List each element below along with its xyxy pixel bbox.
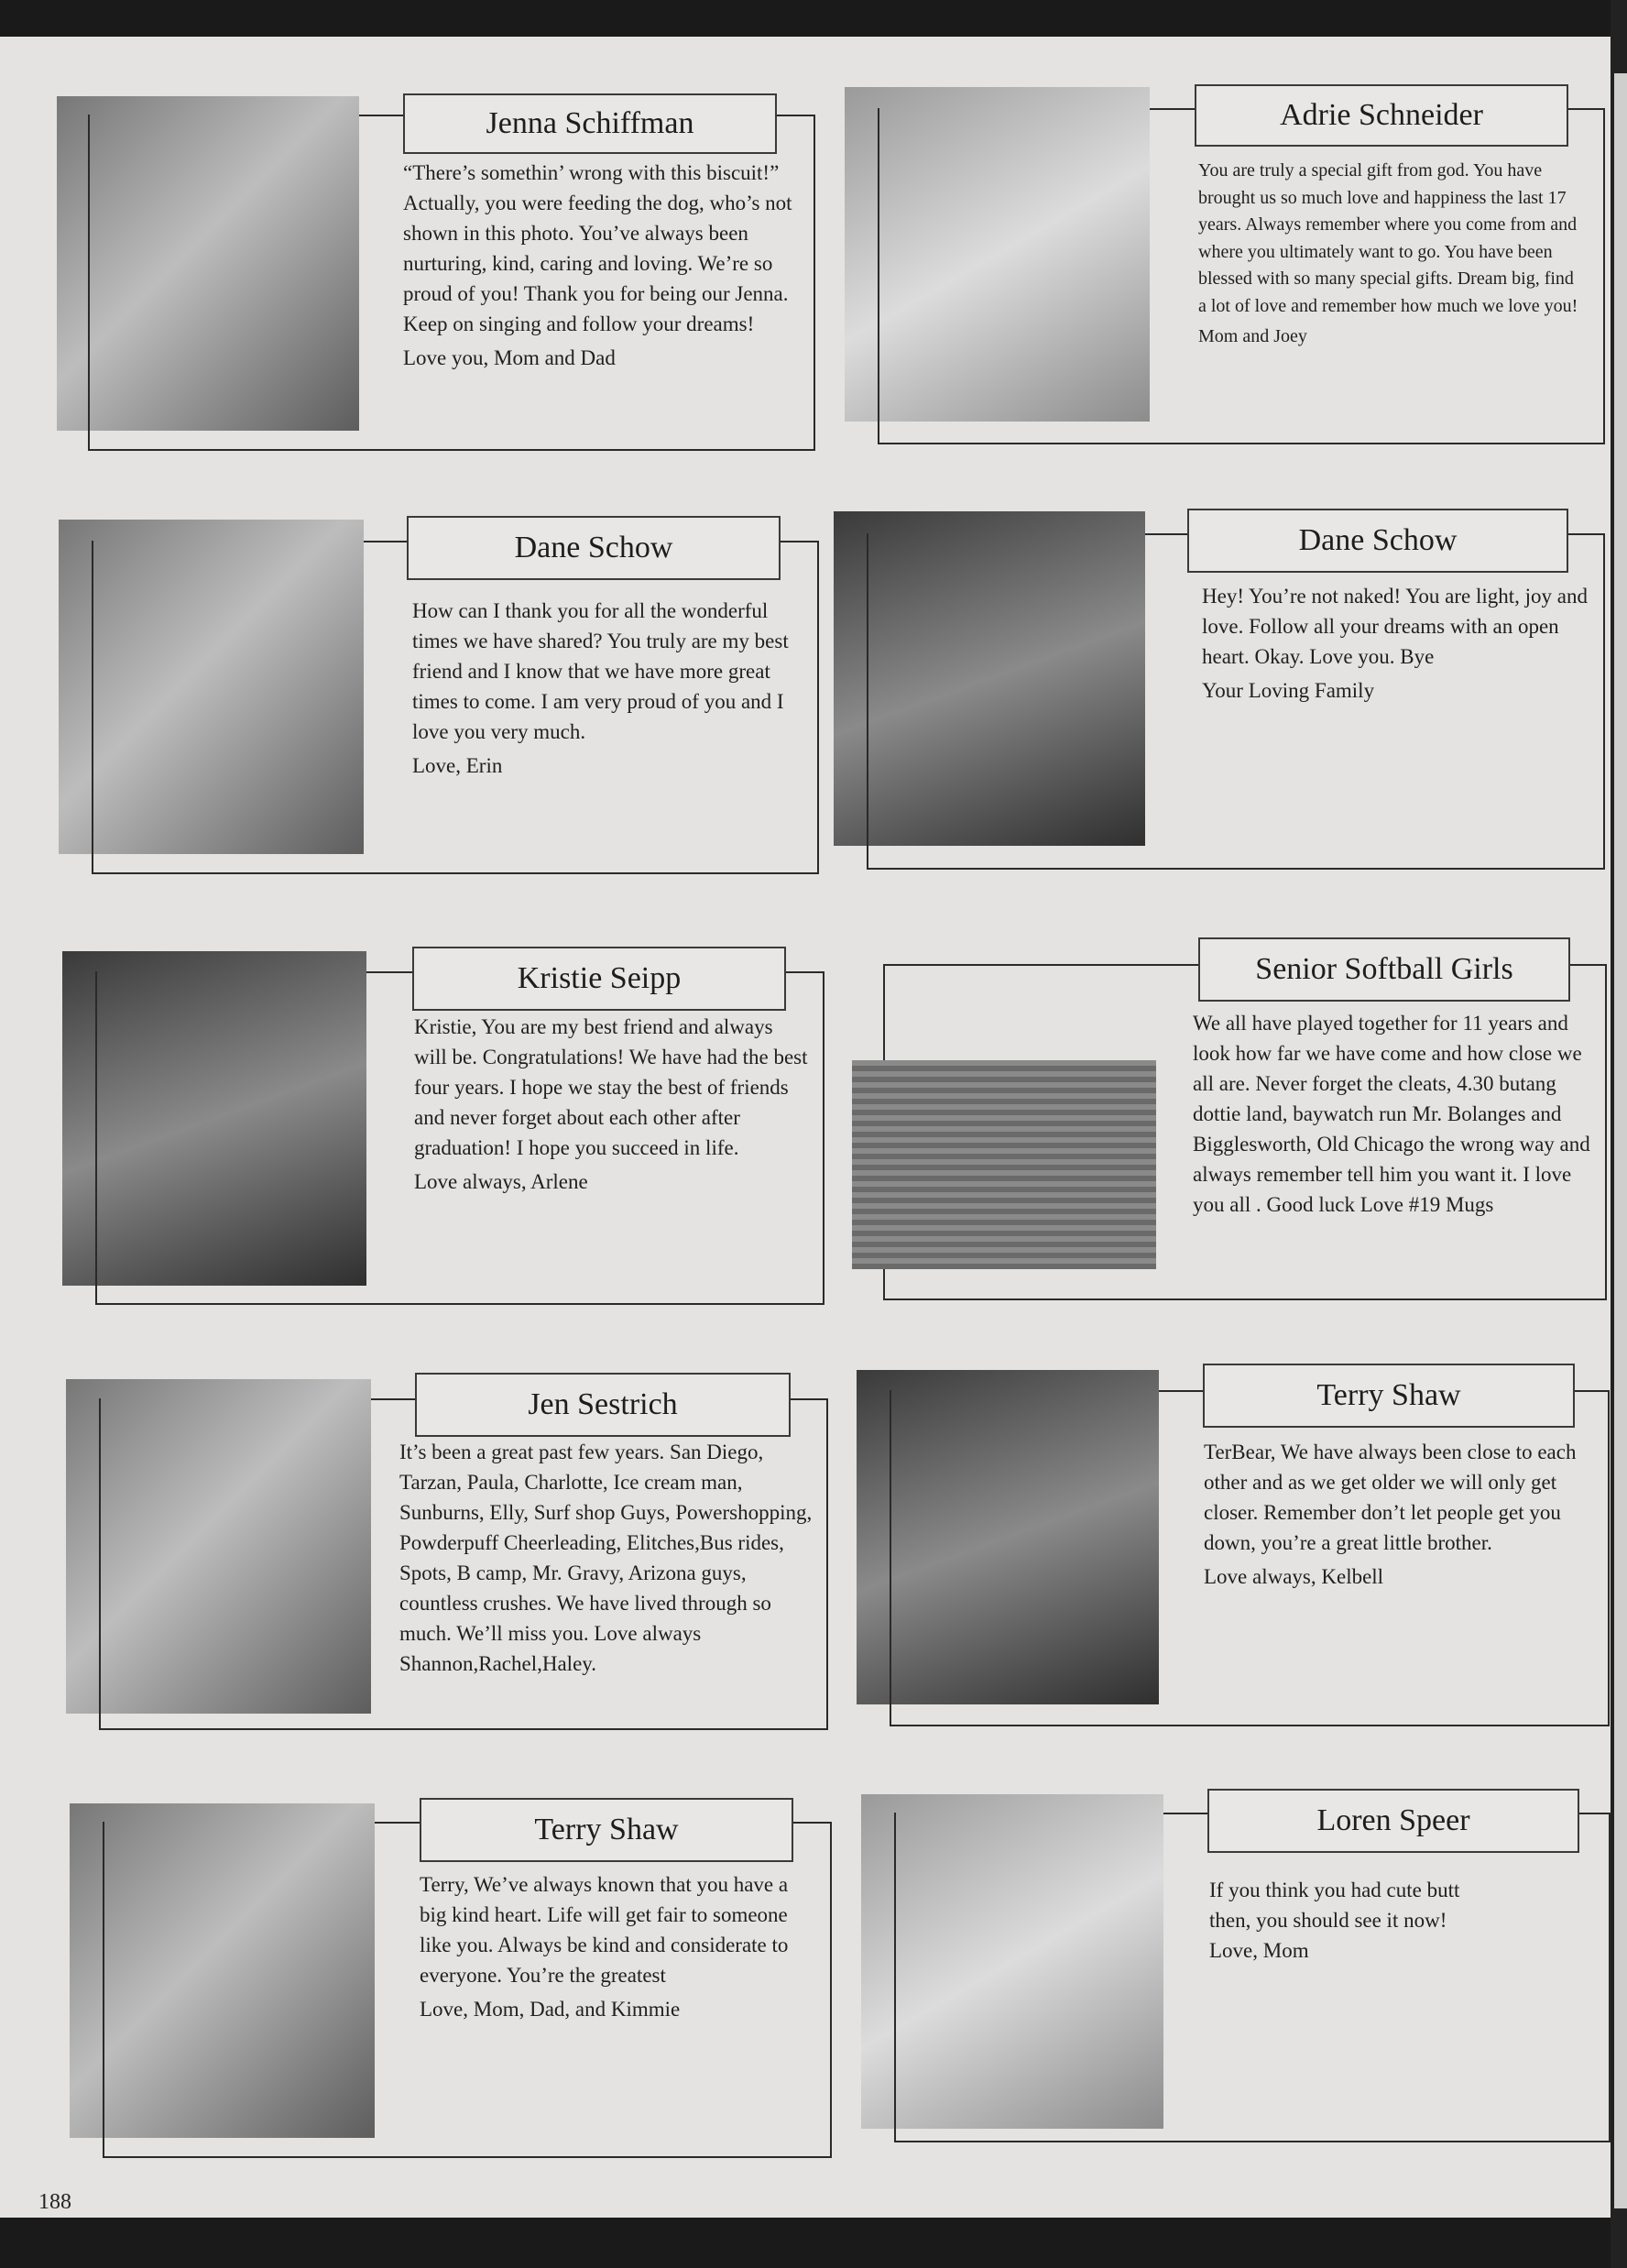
entry-message: How can I thank you for all the wonderful times we have shared? You truly are my best friend and I know that we have more great times to come. I am very proud of you and I love you very much. Love, Erin — [412, 596, 797, 781]
entry-signature: Mom and Joey — [1198, 326, 1307, 346]
page-number: 188 — [38, 2190, 71, 2214]
entry-name: Terry Shaw — [420, 1798, 793, 1862]
entry-signature: Love always, Arlene — [414, 1170, 588, 1193]
entry-message: “There’s somethin’ wrong with this biscuit!” Actually, you were feeding the dog, who’s not shown in this photo. You’ve always been nurturing, kind, caring and loving. We’re so proud of you! Thank you for being our Jenna. Keep on singing and follow your dreams! Love you, Mom and Dad — [403, 158, 797, 373]
entry-name: Kristie Seipp — [412, 947, 786, 1011]
entry-signature: Love you, Mom and Dad — [403, 346, 616, 369]
entry-message: Terry, We’ve always known that you have a big kind heart. Life will get fair to someone like you. Always be kind and considerate to everyone. You’re the greatest Love, Mom, Dad, and Kimmie — [420, 1869, 814, 2024]
entry-name: Senior Softball Girls — [1198, 937, 1570, 1002]
entry-message: Kristie, You are my best friend and always will be. Congratulations! We have had the best four years. I hope we stay the best of friends and never forget about each other after graduation! I hope you succeed in life. Love always, Arlene — [414, 1012, 808, 1197]
entry-name: Adrie Schneider — [1195, 84, 1568, 147]
entry-message: TerBear, We have always been close to each other and as we get older we will only get closer. Remember don’t let people get you down, you’re a great little brother. Love always, Kelbell — [1204, 1437, 1605, 1592]
entry-name: Jen Sestrich — [415, 1373, 791, 1437]
entry-message: We all have played together for 11 years and look how far we have come and how close we all are. Never forget the cleats, 4.30 butang dottie land, baywatch run Mr. Bolanges and Bigglesworth, Old Chicago the wrong way and always remember tell him you want it. I love you all . Good luck Love #19 Mugs — [1193, 1012, 1590, 1216]
entry-message: You are truly a special gift from god. You have brought us so much love and happiness the last 17 years. Always remember where you come from and where you ultimately want to go. You have been blessed with so many special gifts. Dream big, find a lot of love and remember how much we love you! Mom and Joey — [1198, 158, 1583, 351]
entry-signature: Love, Erin — [412, 754, 503, 777]
entry-signature: Love always, Kelbell — [1204, 1565, 1384, 1588]
softball-team-photo — [852, 1060, 1156, 1269]
entry-message: If you think you had cute butt then, you should see it now! Love, Mom — [1209, 1879, 1460, 1962]
entry-name: Loren Speer — [1207, 1789, 1579, 1853]
entry-name: Jenna Schiffman — [403, 93, 777, 154]
entry-signature: Your Loving Family — [1202, 679, 1375, 702]
entry-signature: Love, Mom, Dad, and Kimmie — [420, 1998, 681, 2021]
next-page-edge — [1614, 73, 1627, 2208]
entry-message: It’s been a great past few years. San Diego, Tarzan, Paula, Charlotte, Ice cream man, Sunburns, Elly, Surf shop Guys, Powershopping, Powderpuff Cheerleading, Elitches,Bus rides, Spots, B camp, Mr. Gravy, Arizona guys, countless crushes. We have lived through so much. We’ll miss you. Love always Shannon,Rachel,Haley. — [399, 1441, 813, 1675]
entry-message: Hey! You’re not naked! You are light, joy and love. Follow all your dreams with an open heart. Okay. Love you. Bye Your Loving Family — [1202, 581, 1596, 706]
entry-name: Terry Shaw — [1203, 1364, 1575, 1428]
entry-name: Dane Schow — [407, 516, 781, 580]
entry-frame — [894, 1813, 1611, 2142]
entry-name: Dane Schow — [1187, 509, 1568, 573]
